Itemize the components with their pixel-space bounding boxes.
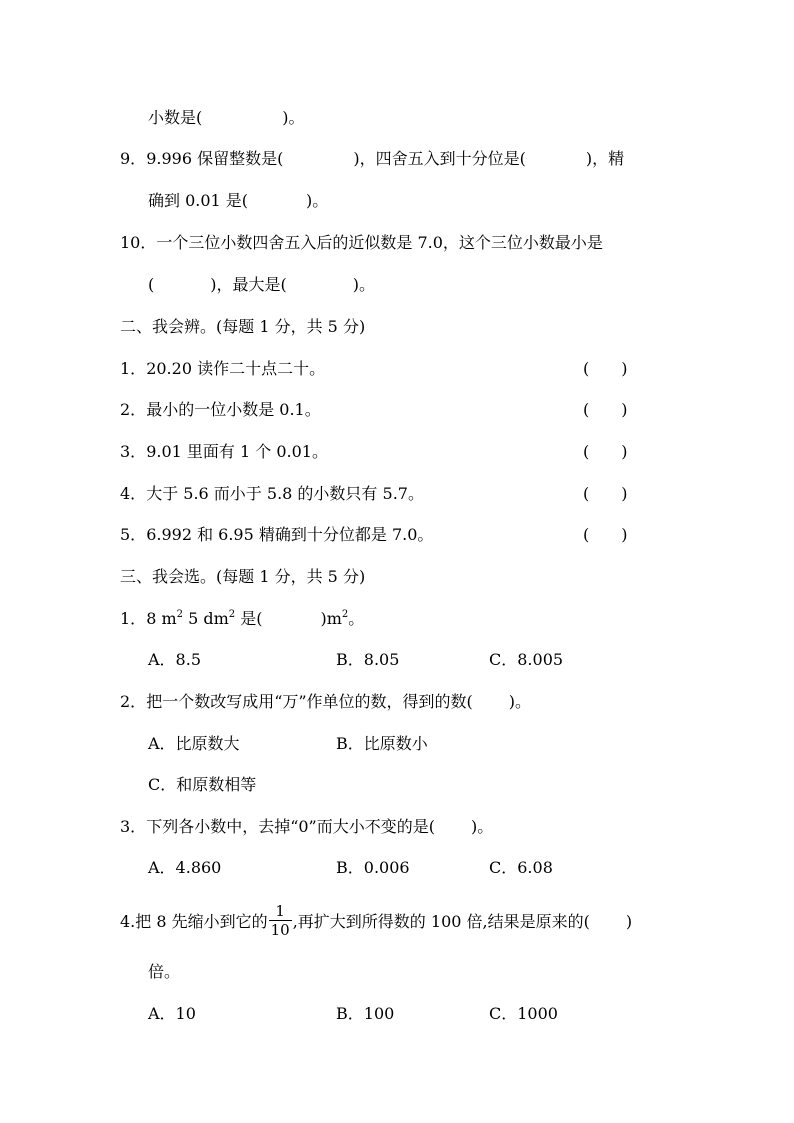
question-text: ) — [625, 912, 633, 931]
fraction — [269, 902, 292, 939]
question-number: 2． — [120, 400, 147, 419]
question-text: 把 8 先缩小到它的 — [135, 912, 268, 931]
question-number: 9． — [120, 149, 147, 168]
question-text: 9.01 里面有 1 个 0.01。 — [146, 442, 328, 461]
question-number: 3． — [120, 817, 147, 836]
choice-question-3 — [120, 816, 493, 838]
question-text: )。 — [470, 817, 494, 836]
judge-item-3 — [120, 441, 328, 463]
option-c[interactable]: C．和原数相等 — [148, 775, 257, 794]
question-text: 确到 0.01 是( — [148, 191, 249, 210]
question-text: )，最大是( — [210, 275, 287, 294]
choice-question-1 — [120, 608, 364, 630]
question-number: 10． — [120, 233, 157, 252]
choice-question-2 — [120, 691, 531, 713]
fill-question-9 — [120, 148, 624, 170]
question-text: )，精 — [585, 149, 625, 168]
judge-answer-paren[interactable]: ( ) — [583, 400, 628, 419]
option-b[interactable]: B．8.05 — [336, 650, 400, 669]
fraction-numerator: 1 — [269, 902, 292, 921]
judge-answer-paren[interactable]: ( ) — [583, 484, 628, 503]
fraction-denominator: 10 — [270, 921, 290, 939]
question-text: 是( — [235, 609, 263, 628]
judge-answer-paren[interactable]: ( ) — [583, 525, 628, 544]
question-text: 6.992 和 6.95 精确到十分位都是 7.0。 — [146, 525, 434, 544]
question-text: )，四舍五入到十分位是( — [353, 149, 526, 168]
question-number: 1． — [120, 359, 147, 378]
question-text: )。 — [508, 692, 532, 711]
judge-item-1 — [120, 358, 325, 380]
choice-question-4 — [120, 904, 632, 941]
choice-question-4-line2: 倍。 — [148, 962, 181, 981]
question-text: 。 — [348, 609, 365, 628]
question-text: ,再扩大到所得数的 100 倍,结果是原来的( — [292, 912, 590, 931]
option-a[interactable]: A．8.5 — [148, 650, 202, 669]
option-c[interactable]: C．6.08 — [489, 858, 553, 877]
question-text: 最小的一位小数是 0.1。 — [146, 400, 321, 419]
judge-item-2 — [120, 399, 321, 421]
fill-question-10-line2 — [148, 274, 375, 296]
option-a[interactable]: A．10 — [148, 1004, 196, 1023]
judge-item-4 — [120, 483, 424, 505]
question-text: )。 — [352, 275, 375, 294]
superscript: 2 — [176, 609, 183, 620]
superscript: 2 — [228, 609, 236, 620]
fill-continuation-line — [148, 107, 305, 129]
question-number: 3． — [120, 442, 147, 461]
question-number: 4． — [120, 484, 147, 503]
section-heading-choice: 三、我会选。(每题 1 分，共 5 分) — [120, 567, 366, 586]
continuation-close: )。 — [282, 108, 305, 127]
question-text: 9.996 保留整数是( — [146, 149, 284, 168]
option-c[interactable]: C．8.005 — [489, 650, 564, 669]
fill-question-10 — [120, 232, 603, 254]
question-text: 下列各小数中，去掉“0”而大小不变的是( — [146, 817, 435, 836]
continuation-text: 小数是( — [148, 108, 203, 127]
question-text: )m — [320, 609, 342, 628]
option-c[interactable]: C．1000 — [489, 1004, 558, 1023]
question-text: 大于 5.6 而小于 5.8 的小数只有 5.7。 — [146, 484, 424, 503]
question-text: 20.20 读作二十点二十。 — [146, 359, 326, 378]
question-number: 1． — [120, 609, 147, 628]
option-b[interactable]: B．0.006 — [336, 858, 410, 877]
judge-item-5 — [120, 524, 433, 546]
judge-answer-paren[interactable]: ( ) — [583, 442, 628, 461]
option-a[interactable]: A．4.860 — [148, 858, 222, 877]
question-text: 一个三位小数四舍五入后的近似数是 7.0，这个三位小数最小是 — [156, 233, 603, 252]
question-text: 5 dm — [183, 609, 229, 628]
superscript: 2 — [341, 609, 349, 620]
question-text: ( — [148, 275, 155, 294]
question-text: 8 m — [146, 609, 177, 628]
question-number: 5． — [120, 525, 147, 544]
option-b[interactable]: B．比原数小 — [336, 734, 428, 753]
fill-question-9-line2 — [148, 190, 328, 212]
judge-answer-paren[interactable]: ( ) — [583, 359, 628, 378]
question-number: 2． — [120, 692, 147, 711]
question-text: )。 — [306, 191, 329, 210]
question-text: 把一个数改写成用“万”作单位的数，得到的数( — [146, 692, 473, 711]
question-number: 4. — [120, 912, 136, 931]
section-heading-judge: 二、我会辨。(每题 1 分，共 5 分) — [120, 317, 366, 336]
option-a[interactable]: A．比原数大 — [148, 734, 240, 753]
option-b[interactable]: B．100 — [336, 1004, 395, 1023]
